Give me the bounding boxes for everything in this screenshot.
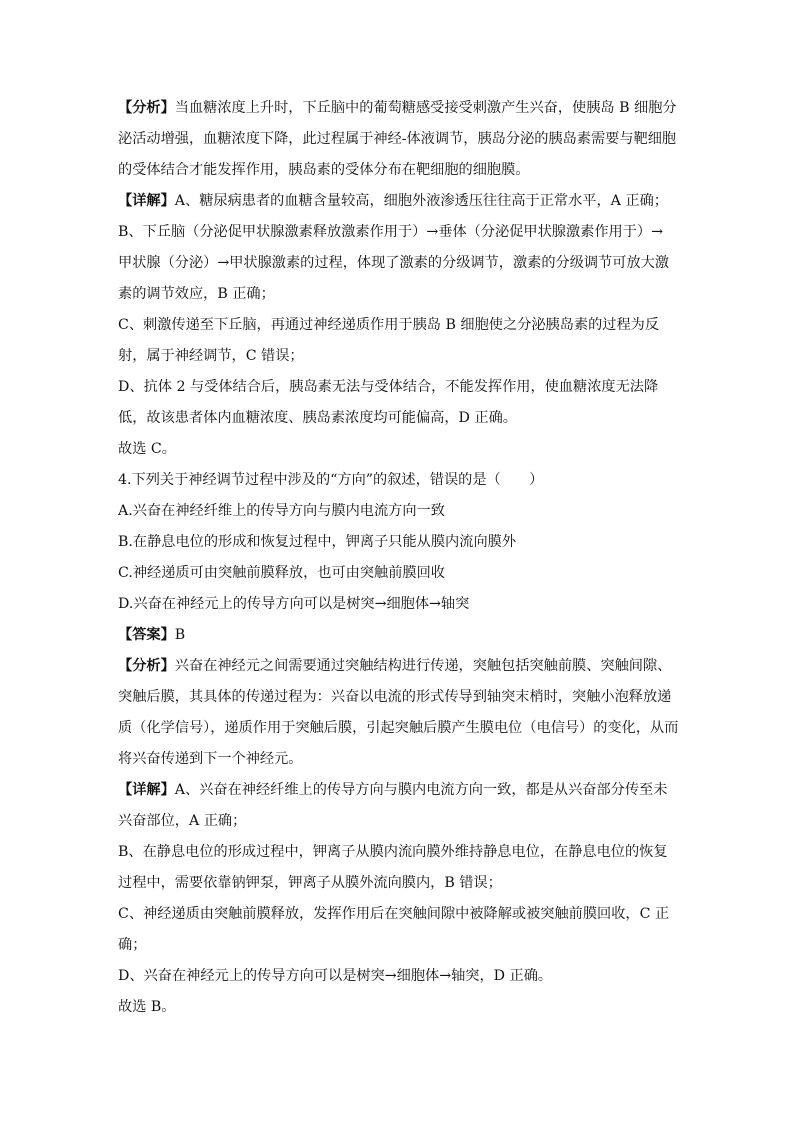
text-line bbox=[118, 408, 678, 428]
text-line bbox=[118, 873, 678, 893]
line-text: 确； bbox=[118, 937, 147, 953]
line-text: B bbox=[174, 627, 186, 643]
text-line bbox=[118, 191, 678, 211]
text-line bbox=[118, 377, 678, 397]
text-line bbox=[118, 222, 678, 242]
line-text: 的受体结合才能发挥作用，胰岛素的受体分布在靶细胞的细胞膜。 bbox=[118, 162, 530, 178]
line-text: 素的调节效应，B 正确； bbox=[118, 286, 275, 302]
line-text: 低，故该患者体内血糖浓度、胰岛素浓度均可能偏高，D 正确。 bbox=[118, 410, 517, 426]
text-line bbox=[118, 718, 678, 738]
text-line bbox=[118, 346, 678, 366]
line-text: A.兴奋在神经纤维上的传导方向与膜内电流方向一致 bbox=[118, 503, 445, 519]
line-text: 当血糖浓度上升时，下丘脑中的葡萄糖感受接受刺激产生兴奋，使胰岛 B 细胞分 bbox=[174, 100, 677, 116]
section-tag: 【分析】 bbox=[118, 100, 175, 116]
document-page bbox=[118, 98, 678, 1028]
line-text: 故选 B。 bbox=[118, 999, 176, 1015]
line-text: 突触后膜，其具体的传递过程为：兴奋以电流的形式传导到轴突末梢时，突触小泡释放递 bbox=[118, 689, 672, 705]
line-text: 质（化学信号），递质作用于突触后膜，引起突触后膜产生膜电位（电信号）的变化，从而 bbox=[118, 720, 679, 736]
text-line bbox=[118, 935, 678, 955]
text-line bbox=[118, 687, 678, 707]
text-line bbox=[118, 439, 678, 459]
text-line bbox=[118, 563, 678, 583]
line-text: D.兴奋在神经元上的传导方向可以是树突→细胞体→轴突 bbox=[118, 596, 470, 612]
line-text: D、抗体 2 与受体结合后，胰岛素无法与受体结合，不能发挥作用，使血糖浓度无法降 bbox=[118, 379, 659, 395]
line-text: D、兴奋在神经元上的传导方向可以是树突→细胞体→轴突，D 正确。 bbox=[118, 968, 553, 984]
text-line bbox=[118, 160, 678, 180]
text-line bbox=[118, 780, 678, 800]
text-line bbox=[118, 842, 678, 862]
line-text: B、下丘脑（分泌促甲状腺激素释放激素作用于）→垂体（分泌促甲状腺激素作用于）→ bbox=[118, 224, 663, 240]
line-text: 兴奋部位，A 正确； bbox=[118, 813, 247, 829]
text-line bbox=[118, 656, 678, 676]
text-line bbox=[118, 98, 678, 118]
line-text: A、兴奋在神经纤维上的传导方向与膜内电流方向一致，都是从兴奋部分传至未 bbox=[174, 782, 668, 798]
line-text: C、神经递质由突触前膜释放，发挥作用后在突触间隙中被降解或被突触前膜回收，C 正 bbox=[118, 906, 670, 922]
line-text: B、在静息电位的形成过程中，钾离子从膜内流向膜外维持静息电位，在静息电位的恢复 bbox=[118, 844, 668, 860]
section-tag: 【分析】 bbox=[118, 658, 175, 674]
line-text: B.在静息电位的形成和恢复过程中，钾离子只能从膜内流向膜外 bbox=[118, 534, 517, 550]
text-line bbox=[118, 594, 678, 614]
text-line bbox=[118, 749, 678, 769]
text-line bbox=[118, 315, 678, 335]
text-line bbox=[118, 904, 678, 924]
line-text: 泌活动增强，血糖浓度下降，此过程属于神经-体液调节，胰岛分泌的胰岛素需要与靶细胞 bbox=[118, 131, 677, 147]
text-line bbox=[118, 997, 678, 1017]
line-text: 射，属于神经调节，C 错误； bbox=[118, 348, 304, 364]
text-line bbox=[118, 966, 678, 986]
line-text: 甲状腺（分泌）→甲状腺激素的过程，体现了激素的分级调节，激素的分级调节可放大激 bbox=[118, 255, 670, 271]
section-tag: 【详解】 bbox=[118, 782, 175, 798]
section-tag: 【详解】 bbox=[118, 193, 175, 209]
text-line bbox=[118, 284, 678, 304]
section-tag: 【答案】 bbox=[118, 627, 175, 643]
text-line bbox=[118, 625, 678, 645]
line-text: A、糖尿病患者的血糖含量较高，细胞外液渗透压往往高于正常水平，A 正确； bbox=[174, 193, 668, 209]
line-text: 兴奋在神经元之间需要通过突触结构进行传递，突触包括突触前膜、突触间隙、 bbox=[174, 658, 672, 674]
line-text: C、刺激传递至下丘脑，再通过神经递质作用于胰岛 B 细胞使之分泌胰岛素的过程为反 bbox=[118, 317, 660, 333]
line-text: 4.下列关于神经调节过程中涉及的“方向”的叙述，错误的是（ ） bbox=[118, 472, 544, 488]
text-line bbox=[118, 811, 678, 831]
line-text: C.神经递质可由突触前膜释放，也可由突触前膜回收 bbox=[118, 565, 445, 581]
line-text: 过程中，需要依靠钠钾泵，钾离子从膜外流向膜内，B 错误； bbox=[118, 875, 502, 891]
text-line bbox=[118, 532, 678, 552]
text-line bbox=[118, 129, 678, 149]
text-line bbox=[118, 501, 678, 521]
text-line bbox=[118, 470, 678, 490]
line-text: 将兴奋传递到下一个神经元。 bbox=[118, 751, 303, 767]
line-text: 故选 C。 bbox=[118, 441, 176, 457]
text-line bbox=[118, 253, 678, 273]
